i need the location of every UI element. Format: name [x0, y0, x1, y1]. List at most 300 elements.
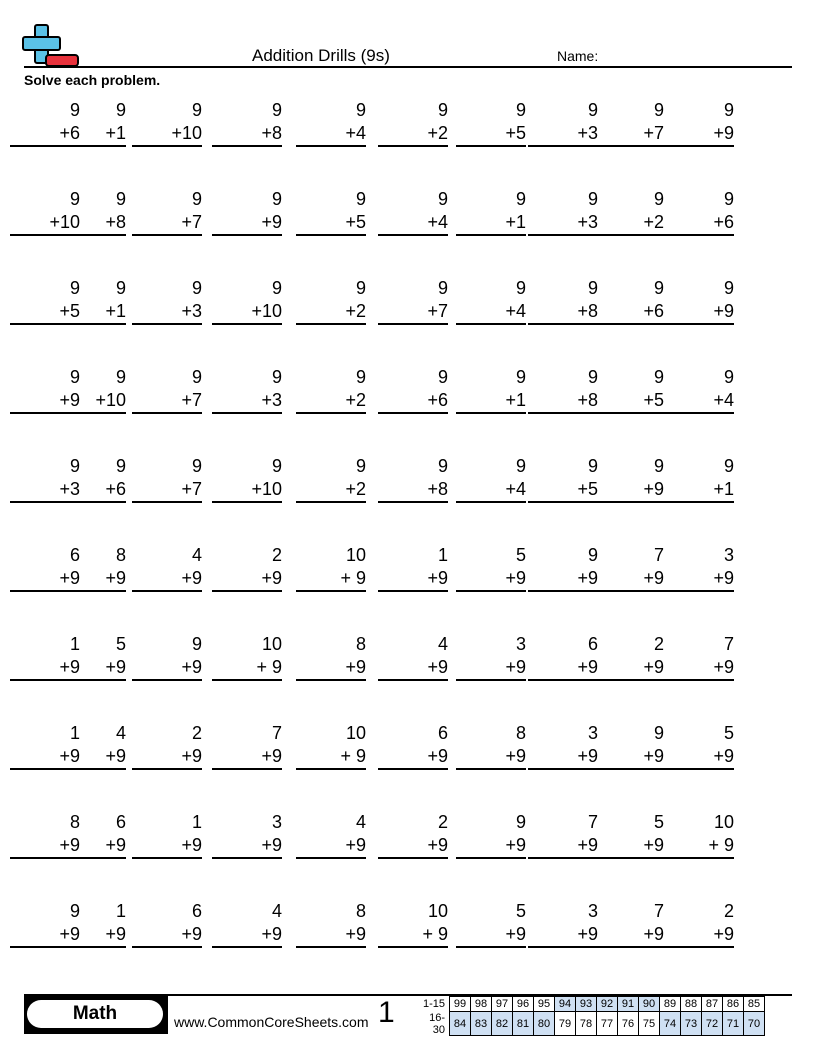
addend-bottom: +8	[528, 300, 598, 325]
score-key-cell: 73	[681, 1012, 702, 1036]
addend-bottom: +7	[132, 211, 202, 236]
addend-top: 8	[355, 901, 366, 921]
problem-item	[296, 544, 366, 592]
addend-top: 7	[653, 545, 664, 565]
name-label: Name:	[557, 48, 599, 64]
addend-top: 3	[587, 723, 598, 743]
addend-top: 9	[587, 367, 598, 387]
addend-top: 9	[515, 367, 526, 387]
addend-top: 9	[115, 189, 126, 209]
addend-top: 10	[713, 812, 734, 832]
addend-top: 9	[653, 189, 664, 209]
addend-bottom: +9	[56, 567, 126, 592]
problem-item	[664, 811, 734, 859]
addend-bottom: +10	[56, 389, 126, 414]
score-key-cell: 92	[597, 997, 618, 1012]
problem-item	[212, 722, 282, 770]
problem-item	[212, 99, 282, 147]
score-key-cell: 76	[618, 1012, 639, 1036]
addend-top: 9	[271, 278, 282, 298]
addend-bottom: +1	[456, 211, 526, 236]
addend-top: 6	[69, 545, 80, 565]
page-title: Addition Drills (9s)	[252, 46, 390, 65]
addend-top: 9	[115, 367, 126, 387]
addend-bottom: +9	[594, 745, 664, 770]
addend-bottom: + 9	[212, 656, 282, 681]
score-key-cell: 99	[450, 997, 471, 1012]
problem-item	[664, 366, 734, 414]
addend-top: 9	[653, 100, 664, 120]
addend-top: 9	[437, 456, 448, 476]
addend-bottom: +9	[528, 834, 598, 859]
addend-top: 9	[587, 189, 598, 209]
addend-bottom: +9	[56, 834, 126, 859]
problem-item	[378, 366, 448, 414]
addend-bottom: +8	[56, 211, 126, 236]
problem-item	[56, 99, 126, 147]
addend-top: 9	[69, 278, 80, 298]
addend-bottom: +4	[456, 478, 526, 503]
problem-item	[132, 722, 202, 770]
addend-top: 1	[69, 723, 80, 743]
addend-top: 9	[587, 278, 598, 298]
addend-bottom: +1	[56, 300, 126, 325]
addend-top: 9	[437, 278, 448, 298]
addend-top: 9	[723, 367, 734, 387]
score-key-cell: 80	[534, 1012, 555, 1036]
problem-item	[456, 455, 526, 503]
addend-bottom: +9	[10, 389, 80, 414]
score-key-cell: 81	[513, 1012, 534, 1036]
problem-item	[378, 900, 448, 948]
addend-bottom: +9	[528, 656, 598, 681]
problem-item	[378, 455, 448, 503]
problem-item	[132, 544, 202, 592]
problem-item	[378, 811, 448, 859]
addend-bottom: +9	[456, 656, 526, 681]
addend-top: 3	[515, 634, 526, 654]
addend-bottom: +3	[528, 211, 598, 236]
problem-item	[528, 722, 598, 770]
addend-bottom: +9	[10, 834, 80, 859]
problem-item	[456, 722, 526, 770]
addend-bottom: +9	[664, 745, 734, 770]
problem-item	[378, 188, 448, 236]
problem-item	[212, 900, 282, 948]
problem-item	[528, 455, 598, 503]
addend-top: 10	[345, 723, 366, 743]
problem-item	[296, 722, 366, 770]
addend-top: 9	[115, 456, 126, 476]
addend-bottom: +5	[594, 389, 664, 414]
addend-top: 9	[271, 367, 282, 387]
addend-bottom: +3	[10, 478, 80, 503]
addend-bottom: +9	[10, 745, 80, 770]
problem-item	[664, 188, 734, 236]
addend-top: 9	[191, 634, 202, 654]
problem-item	[528, 188, 598, 236]
score-key-cell: 93	[576, 997, 597, 1012]
problem-item	[296, 811, 366, 859]
problem-item	[132, 277, 202, 325]
addend-top: 9	[355, 189, 366, 209]
score-key-row-label: 1-15	[422, 998, 445, 1010]
addend-bottom: +9	[212, 745, 282, 770]
problem-item	[56, 277, 126, 325]
addend-top: 1	[115, 901, 126, 921]
addend-bottom: +9	[378, 834, 448, 859]
addend-bottom: +7	[378, 300, 448, 325]
addend-top: 9	[355, 367, 366, 387]
score-key-cell: 82	[492, 1012, 513, 1036]
addend-bottom: +9	[456, 923, 526, 948]
score-key-cell: 70	[744, 1012, 765, 1036]
addend-bottom: +9	[296, 923, 366, 948]
problem-item	[212, 811, 282, 859]
addend-top: 10	[261, 634, 282, 654]
addend-bottom: +4	[296, 122, 366, 147]
addend-top: 4	[191, 545, 202, 565]
problem-item	[56, 811, 126, 859]
addend-bottom: +9	[56, 656, 126, 681]
addend-top: 9	[69, 100, 80, 120]
problem-item	[594, 900, 664, 948]
addend-top: 9	[271, 189, 282, 209]
addend-top: 5	[115, 634, 126, 654]
addend-top: 6	[191, 901, 202, 921]
problem-item	[132, 99, 202, 147]
addend-top: 9	[355, 100, 366, 120]
score-key-cell: 90	[639, 997, 660, 1012]
addend-bottom: +2	[296, 300, 366, 325]
addend-bottom: +5	[10, 300, 80, 325]
problem-item	[296, 366, 366, 414]
addend-bottom: +9	[528, 567, 598, 592]
problem-item	[594, 455, 664, 503]
score-key-cell: 88	[681, 997, 702, 1012]
problem-item	[664, 544, 734, 592]
addend-top: 8	[355, 634, 366, 654]
addend-bottom: +9	[664, 300, 734, 325]
problem-item	[212, 544, 282, 592]
addend-top: 4	[437, 634, 448, 654]
addend-bottom: +9	[594, 478, 664, 503]
problem-item	[132, 455, 202, 503]
addend-top: 3	[587, 901, 598, 921]
addend-bottom: +9	[56, 923, 126, 948]
addend-top: 10	[345, 545, 366, 565]
addend-top: 9	[355, 278, 366, 298]
score-key-cell: 74	[660, 1012, 681, 1036]
addend-bottom: +9	[594, 567, 664, 592]
subject-label: Math	[27, 1000, 163, 1028]
addend-top: 9	[115, 278, 126, 298]
instructions: Solve each problem.	[24, 72, 161, 88]
addend-top: 6	[115, 812, 126, 832]
problem-item	[296, 455, 366, 503]
score-key-cell: 79	[555, 1012, 576, 1036]
problem-item	[378, 633, 448, 681]
problem-item	[456, 900, 526, 948]
addend-top: 2	[191, 723, 202, 743]
problem-item	[456, 188, 526, 236]
addend-top: 2	[437, 812, 448, 832]
addend-top: 9	[653, 367, 664, 387]
addend-top: 9	[69, 456, 80, 476]
addend-top: 9	[515, 456, 526, 476]
problem-item	[132, 366, 202, 414]
addend-bottom: +1	[664, 478, 734, 503]
addend-top: 9	[587, 545, 598, 565]
problem-item	[594, 633, 664, 681]
addend-bottom: +9	[456, 745, 526, 770]
addend-bottom: +9	[664, 567, 734, 592]
addend-bottom: +6	[664, 211, 734, 236]
score-key-row	[416, 997, 765, 1012]
addend-bottom: +9	[664, 923, 734, 948]
problem-item	[594, 188, 664, 236]
plus-minus-logo-icon	[22, 24, 80, 68]
problem-item	[212, 366, 282, 414]
addend-top: 9	[437, 367, 448, 387]
score-key-cell: 83	[471, 1012, 492, 1036]
addend-bottom: +9	[528, 923, 598, 948]
addend-bottom: +1	[456, 389, 526, 414]
problem-item	[528, 811, 598, 859]
score-key-cell: 96	[513, 997, 534, 1012]
addend-bottom: +7	[132, 478, 202, 503]
problem-item	[594, 722, 664, 770]
score-key-cell: 95	[534, 997, 555, 1012]
problem-item	[528, 277, 598, 325]
addend-top: 4	[115, 723, 126, 743]
addend-bottom: +5	[296, 211, 366, 236]
score-key-cell: 85	[744, 997, 765, 1012]
addend-top: 2	[271, 545, 282, 565]
addend-bottom: +9	[378, 745, 448, 770]
addend-bottom: +9	[132, 656, 202, 681]
problem-item	[56, 722, 126, 770]
addend-bottom: +5	[456, 122, 526, 147]
score-key-cell: 75	[639, 1012, 660, 1036]
addend-bottom: +9	[132, 745, 202, 770]
addend-top: 9	[69, 367, 80, 387]
addend-top: 9	[723, 100, 734, 120]
addend-bottom: +9	[212, 567, 282, 592]
subject-badge	[24, 996, 168, 1034]
problem-item	[456, 99, 526, 147]
addend-top: 8	[69, 812, 80, 832]
addend-bottom: +5	[528, 478, 598, 503]
addend-bottom: + 9	[296, 745, 366, 770]
addend-top: 2	[723, 901, 734, 921]
addend-top: 8	[115, 545, 126, 565]
addend-bottom: +3	[528, 122, 598, 147]
addend-bottom: +9	[296, 656, 366, 681]
addend-top: 9	[271, 456, 282, 476]
addend-top: 9	[271, 100, 282, 120]
problem-item	[456, 277, 526, 325]
addend-top: 5	[515, 901, 526, 921]
score-key-cell: 98	[471, 997, 492, 1012]
addend-top: 9	[515, 100, 526, 120]
addend-top: 5	[515, 545, 526, 565]
problem-item	[132, 900, 202, 948]
addend-bottom: +9	[56, 745, 126, 770]
addend-top: 9	[191, 100, 202, 120]
problem-item	[456, 366, 526, 414]
score-key-cell: 77	[597, 1012, 618, 1036]
addend-top: 9	[515, 189, 526, 209]
problem-item	[594, 277, 664, 325]
addend-bottom: +9	[456, 834, 526, 859]
addend-top: 1	[191, 812, 202, 832]
addend-bottom: + 9	[296, 567, 366, 592]
page-number: 1	[378, 996, 395, 1029]
problem-item	[212, 633, 282, 681]
addend-top: 7	[723, 634, 734, 654]
score-key-row	[416, 1012, 765, 1036]
addend-bottom: +9	[378, 656, 448, 681]
problem-item	[132, 633, 202, 681]
addend-bottom: +4	[664, 389, 734, 414]
score-key-cell: 78	[576, 1012, 597, 1036]
addend-bottom: +9	[10, 923, 80, 948]
addend-top: 6	[437, 723, 448, 743]
addend-bottom: +2	[378, 122, 448, 147]
problem-item	[56, 366, 126, 414]
addend-bottom: +9	[212, 923, 282, 948]
addend-bottom: +9	[10, 656, 80, 681]
problem-item	[56, 544, 126, 592]
addend-bottom: +9	[528, 745, 598, 770]
addend-bottom: +2	[296, 478, 366, 503]
addend-top: 9	[515, 812, 526, 832]
score-key-cell: 72	[702, 1012, 723, 1036]
problem-item	[594, 99, 664, 147]
problem-item	[56, 633, 126, 681]
problem-item	[56, 455, 126, 503]
problem-item	[212, 455, 282, 503]
problem-item	[456, 544, 526, 592]
score-key-cell: 71	[723, 1012, 744, 1036]
score-key-table	[416, 996, 765, 1036]
header-divider	[24, 66, 792, 68]
addend-top: 9	[587, 100, 598, 120]
addend-bottom: +9	[664, 122, 734, 147]
problem-item	[664, 722, 734, 770]
addend-top: 9	[191, 456, 202, 476]
addend-bottom: +4	[456, 300, 526, 325]
problem-item	[594, 811, 664, 859]
problem-item	[296, 99, 366, 147]
problem-item	[296, 633, 366, 681]
problem-item	[212, 188, 282, 236]
addend-top: 9	[653, 456, 664, 476]
addend-bottom: +9	[664, 656, 734, 681]
addend-top: 1	[69, 634, 80, 654]
problem-item	[296, 277, 366, 325]
addend-top: 4	[271, 901, 282, 921]
addend-top: 9	[191, 189, 202, 209]
addend-bottom: +4	[378, 211, 448, 236]
addend-top: 9	[69, 901, 80, 921]
addend-bottom: +9	[456, 567, 526, 592]
score-key-cell: 97	[492, 997, 513, 1012]
addend-bottom: +9	[296, 834, 366, 859]
addend-bottom: + 9	[378, 923, 448, 948]
addend-bottom: + 9	[664, 834, 734, 859]
addend-top: 6	[587, 634, 598, 654]
addend-bottom: +10	[10, 211, 80, 236]
addend-top: 9	[723, 189, 734, 209]
score-key-cell: 94	[555, 997, 576, 1012]
addend-top: 9	[515, 278, 526, 298]
addend-bottom: +6	[56, 478, 126, 503]
problem-item	[528, 366, 598, 414]
addend-bottom: +3	[132, 300, 202, 325]
problem-item	[664, 277, 734, 325]
addend-bottom: +9	[594, 656, 664, 681]
addend-bottom: +10	[212, 300, 282, 325]
score-key-cell: 89	[660, 997, 681, 1012]
addend-bottom: +7	[132, 389, 202, 414]
addend-bottom: +2	[296, 389, 366, 414]
addend-top: 3	[723, 545, 734, 565]
problem-item	[56, 188, 126, 236]
addend-top: 5	[723, 723, 734, 743]
addend-top: 1	[437, 545, 448, 565]
problem-item	[456, 633, 526, 681]
website-link[interactable]: www.CommonCoreSheets.com	[174, 1014, 369, 1030]
problem-item	[528, 99, 598, 147]
problem-item	[528, 633, 598, 681]
score-key-cell: 84	[450, 1012, 471, 1036]
problem-item	[378, 722, 448, 770]
addend-bottom: +2	[594, 211, 664, 236]
addend-bottom: +9	[212, 834, 282, 859]
addend-bottom: +9	[132, 567, 202, 592]
addend-top: 9	[723, 456, 734, 476]
addend-top: 8	[515, 723, 526, 743]
addend-bottom: +9	[594, 923, 664, 948]
addend-bottom: +1	[56, 122, 126, 147]
addend-top: 9	[723, 278, 734, 298]
problem-item	[378, 99, 448, 147]
problem-item	[664, 900, 734, 948]
score-key-row-label: 16-30	[429, 1011, 445, 1036]
problem-item	[664, 99, 734, 147]
addend-top: 4	[355, 812, 366, 832]
addend-top: 7	[653, 901, 664, 921]
addend-top: 9	[69, 189, 80, 209]
problem-item	[594, 544, 664, 592]
problem-item	[528, 900, 598, 948]
problem-item	[212, 277, 282, 325]
addend-bottom: +9	[10, 567, 80, 592]
addend-top: 7	[587, 812, 598, 832]
addend-bottom: +7	[594, 122, 664, 147]
problem-item	[664, 455, 734, 503]
addend-bottom: +9	[132, 923, 202, 948]
addend-top: 9	[191, 278, 202, 298]
addend-top: 10	[427, 901, 448, 921]
problem-item	[296, 900, 366, 948]
problem-item	[528, 544, 598, 592]
problem-item	[56, 900, 126, 948]
addend-bottom: +3	[212, 389, 282, 414]
problem-item	[296, 188, 366, 236]
